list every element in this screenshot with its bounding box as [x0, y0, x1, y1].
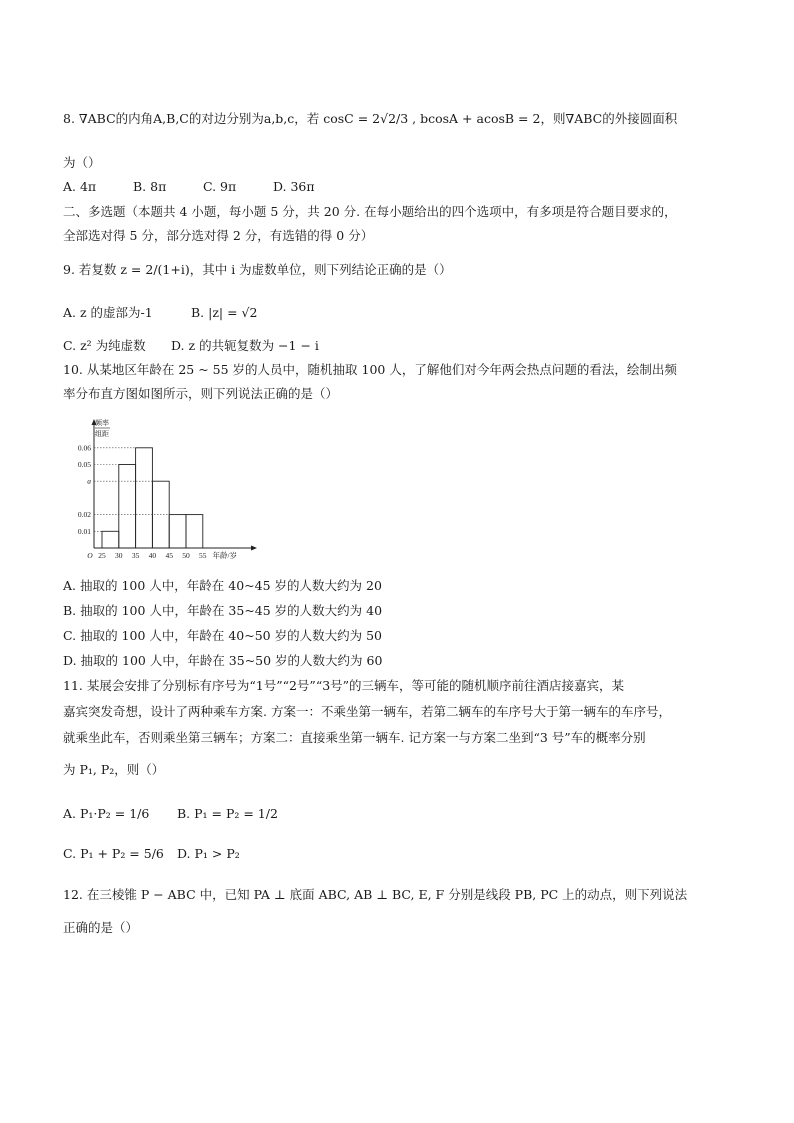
- q9-option-a: A. z 的虚部为-1: [63, 305, 153, 320]
- q8-stem-line2: 为（）: [63, 155, 101, 170]
- q9-option-b: B. |z| = √2: [190, 305, 258, 320]
- x-tick-label: 35: [131, 551, 140, 560]
- y-axis-label-top: 频率: [95, 419, 109, 427]
- q10-option-c: C. 抽取的 100 人中，年龄在 40~50 岁的人数大约为 50: [63, 628, 382, 643]
- y-tick-label: 0.05: [77, 460, 91, 469]
- x-axis-label: 年龄/岁: [212, 551, 238, 560]
- section2-heading-line2: 全部选对得 5 分，部分选对得 2 分，有选错的得 0 分）: [63, 228, 374, 243]
- x-tick-label: 40: [148, 551, 157, 560]
- q8-options: [63, 179, 315, 195]
- q9-options-row1: [63, 305, 257, 321]
- q11-stem-line2: 嘉宾突发奇想，设计了两种乘车方案. 方案一：不乘坐第一辆车，若第二辆车的车序号大于第一辆车的车序号，: [63, 704, 671, 719]
- section2-heading-line1: 二、多选题（本题共 4 小题，每小题 5 分，共 20 分. 在每小题给出的四个选项中，有多项是符合题目要求的，: [63, 204, 677, 219]
- x-axis-arrow: [251, 546, 257, 551]
- q9-options-row2: [63, 338, 319, 354]
- histogram-bar: [119, 465, 136, 549]
- q11-stem-line3: 就乘坐此车，否则乘坐第三辆车；方案二：直接乘坐第一辆车. 记方案一与方案二坐到“3 号”车的概率分别: [63, 730, 646, 745]
- q10-stem-line1: 10. 从某地区年龄在 25 ~ 55 岁的人员中，随机抽取 100 人，了解他们对今年两会热点问题的看法，绘制出频: [63, 362, 677, 377]
- q8-option-b: B. 8π: [132, 179, 167, 194]
- y-tick-label: a: [87, 476, 91, 486]
- x-tick-label: 45: [165, 551, 173, 560]
- y-tick-label: 0.01: [77, 526, 91, 536]
- q11-option-d: D. P₁ > P₂: [176, 846, 240, 861]
- histogram-bar: [169, 515, 186, 548]
- histogram-bar: [136, 448, 153, 548]
- y-tick-label: 0.02: [77, 510, 91, 520]
- q11-option-c: C. P₁ + P₂ = 5/6: [63, 846, 164, 861]
- histogram-bar: [186, 515, 203, 548]
- q8-option-d: D. 36π: [272, 179, 315, 194]
- q10-option-a: A. 抽取的 100 人中，年龄在 40~45 岁的人数大约为 20: [63, 578, 382, 593]
- histogram-bar: [102, 531, 119, 548]
- q10-option-b: B. 抽取的 100 人中，年龄在 35~45 岁的人数大约为 40: [63, 603, 383, 618]
- q10-option-d: D. 抽取的 100 人中，年龄在 35~50 岁的人数大约为 60: [63, 653, 383, 668]
- q9-stem: 9. 若复数 z = 2/(1+i)，其中 i 为虚数单位，则下列结论正确的是（）: [63, 262, 452, 277]
- origin-label: O: [87, 551, 93, 560]
- y-axis-label-bottom: 组距: [95, 430, 109, 438]
- x-tick-label: 55: [199, 551, 207, 560]
- q11-option-b: B. P₁ = P₂ = 1/2: [176, 806, 278, 821]
- q11-option-a: A. P₁·P₂ = 1/6: [63, 806, 150, 821]
- frequency-histogram: [60, 412, 260, 567]
- q12-stem-line1: 12. 在三棱锥 P − ABC 中，已知 PA ⊥ 底面 ABC, AB ⊥ BC, E, F 分别是线段 PB, PC 上的动点，则下列说法: [63, 887, 688, 902]
- q11-stem-line1: 11. 某展会安排了分别标有序号为“1号”“2号”“3号”的三辆车，等可能的随机顺序前往酒店接嘉宾，某: [63, 678, 625, 693]
- q10-stem-line2: 率分布直方图如图所示，则下列说法正确的是（）: [63, 386, 339, 401]
- x-tick-label: 30: [115, 551, 123, 560]
- q11-stem-line4: 为 P₁, P₂，则（）: [63, 762, 165, 777]
- x-tick-label: 50: [182, 551, 190, 560]
- x-tick-label: 25: [98, 551, 106, 560]
- q8-option-c: C. 9π: [202, 179, 237, 194]
- q11-options-row1: [63, 806, 278, 822]
- q9-option-d: D. z 的共轭复数为 −1 − i: [170, 338, 319, 353]
- q11-options-row2: [63, 846, 240, 862]
- q12-stem-line2: 正确的是（）: [63, 920, 139, 935]
- q9-option-c: C. z² 为纯虚数: [63, 338, 146, 353]
- q8-stem-line1: 8. ∇ABC的内角A,B,C的对边分别为a,b,c，若 cosC = 2√2/3 , bcosA + acosB = 2，则∇ABC的外接圆面积: [63, 111, 678, 126]
- y-tick-label: 0.06: [77, 443, 91, 453]
- q8-option-a: A. 4π: [63, 179, 97, 194]
